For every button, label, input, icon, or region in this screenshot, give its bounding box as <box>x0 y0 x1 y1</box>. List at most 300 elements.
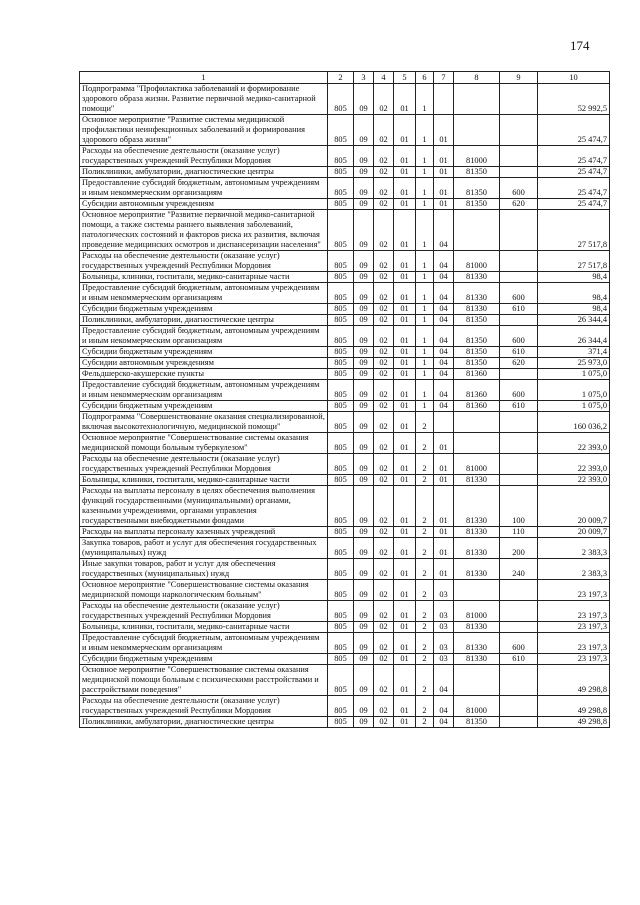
activity-code: 04 <box>434 665 454 696</box>
table-row <box>80 622 610 633</box>
admin-code: 805 <box>328 454 354 475</box>
activity-code: 04 <box>434 401 454 412</box>
target-article-code: 81350 <box>454 315 500 326</box>
section-code: 09 <box>354 527 374 538</box>
program-code: 01 <box>394 665 416 696</box>
row-description: Поликлиники, амбулатории, диагностические центры <box>80 167 328 178</box>
program-code: 01 <box>394 251 416 272</box>
subprogram-code: 2 <box>416 486 434 527</box>
table-row <box>80 475 610 486</box>
program-code: 01 <box>394 654 416 665</box>
subprogram-code: 1 <box>416 304 434 315</box>
row-description: Больницы, клиники, госпитали, медико-санитарные части <box>80 622 328 633</box>
amount: 22 393,0 <box>538 433 610 454</box>
activity-code: 03 <box>434 654 454 665</box>
amount: 98,4 <box>538 283 610 304</box>
activity-code: 01 <box>434 527 454 538</box>
subprogram-code: 1 <box>416 347 434 358</box>
admin-code: 805 <box>328 486 354 527</box>
program-code: 01 <box>394 272 416 283</box>
table-row <box>80 601 610 622</box>
table-row <box>80 412 610 433</box>
admin-code: 805 <box>328 717 354 728</box>
admin-code: 805 <box>328 538 354 559</box>
table-row <box>80 454 610 475</box>
program-code: 01 <box>394 633 416 654</box>
subprogram-code: 1 <box>416 146 434 167</box>
target-article-code: 81330 <box>454 559 500 580</box>
activity-code: 01 <box>434 475 454 486</box>
row-description: Расходы на выплаты персоналу в целях обеспечения выполнения функций государственными (муниципальными) органами, казенными учреждениями, органами управления государственными внебюджетными фондами <box>80 486 328 527</box>
subsection-code: 02 <box>374 251 394 272</box>
row-description: Подпрограмма "Профилактика заболеваний и формирование здорового образа жизни. Развитие первичной медико-санитарной помощи" <box>80 84 328 115</box>
amount: 23 197,3 <box>538 601 610 622</box>
activity-code: 01 <box>434 146 454 167</box>
activity-code: 04 <box>434 210 454 251</box>
section-code: 09 <box>354 654 374 665</box>
program-code: 01 <box>394 433 416 454</box>
amount: 25 474,7 <box>538 199 610 210</box>
section-code: 09 <box>354 315 374 326</box>
table-row <box>80 315 610 326</box>
amount: 22 393,0 <box>538 475 610 486</box>
row-description: Расходы на обеспечение деятельности (оказание услуг) государственных учреждений Республики Мордовия <box>80 146 328 167</box>
amount: 371,4 <box>538 347 610 358</box>
section-code: 09 <box>354 272 374 283</box>
amount: 49 298,8 <box>538 696 610 717</box>
activity-code: 01 <box>434 433 454 454</box>
subsection-code: 02 <box>374 475 394 486</box>
table-row <box>80 347 610 358</box>
admin-code: 805 <box>328 84 354 115</box>
table-row <box>80 538 610 559</box>
amount: 23 197,3 <box>538 580 610 601</box>
target-article-code: 81350 <box>454 358 500 369</box>
expense-type-code: 600 <box>500 326 538 347</box>
program-code: 01 <box>394 358 416 369</box>
admin-code: 805 <box>328 304 354 315</box>
target-article-code <box>454 433 500 454</box>
admin-code: 805 <box>328 115 354 146</box>
program-code: 01 <box>394 369 416 380</box>
activity-code: 03 <box>434 601 454 622</box>
subsection-code: 02 <box>374 454 394 475</box>
section-code: 09 <box>354 283 374 304</box>
column-header: 4 <box>374 72 394 84</box>
expense-type-code: 600 <box>500 633 538 654</box>
expense-type-code <box>500 717 538 728</box>
target-article-code: 81000 <box>454 454 500 475</box>
activity-code: 04 <box>434 315 454 326</box>
target-article-code: 81330 <box>454 538 500 559</box>
section-code: 09 <box>354 326 374 347</box>
subprogram-code: 1 <box>416 380 434 401</box>
subprogram-code: 1 <box>416 283 434 304</box>
subsection-code: 02 <box>374 199 394 210</box>
activity-code: 04 <box>434 347 454 358</box>
subsection-code: 02 <box>374 358 394 369</box>
expense-type-code <box>500 167 538 178</box>
amount: 26 344,4 <box>538 326 610 347</box>
row-description: Расходы на обеспечение деятельности (оказание услуг) государственных учреждений Республики Мордовия <box>80 454 328 475</box>
subsection-code: 02 <box>374 412 394 433</box>
subprogram-code: 2 <box>416 454 434 475</box>
target-article-code: 81350 <box>454 326 500 347</box>
section-code: 09 <box>354 580 374 601</box>
subsection-code: 02 <box>374 178 394 199</box>
row-description: Закупка товаров, работ и услуг для обеспечения государственных (муниципальных) нужд <box>80 538 328 559</box>
subprogram-code: 1 <box>416 178 434 199</box>
subprogram-code: 2 <box>416 475 434 486</box>
subsection-code: 02 <box>374 146 394 167</box>
subsection-code: 02 <box>374 272 394 283</box>
target-article-code: 81000 <box>454 146 500 167</box>
target-article-code: 81330 <box>454 654 500 665</box>
subsection-code: 02 <box>374 654 394 665</box>
activity-code: 04 <box>434 251 454 272</box>
admin-code: 805 <box>328 272 354 283</box>
subsection-code: 02 <box>374 283 394 304</box>
subsection-code: 02 <box>374 380 394 401</box>
program-code: 01 <box>394 559 416 580</box>
admin-code: 805 <box>328 358 354 369</box>
subprogram-code: 2 <box>416 654 434 665</box>
section-code: 09 <box>354 210 374 251</box>
table-row <box>80 283 610 304</box>
subprogram-code: 1 <box>416 401 434 412</box>
table-row <box>80 326 610 347</box>
target-article-code: 81350 <box>454 167 500 178</box>
activity-code: 04 <box>434 358 454 369</box>
program-code: 01 <box>394 84 416 115</box>
subprogram-code: 2 <box>416 665 434 696</box>
section-code: 09 <box>354 433 374 454</box>
target-article-code: 81000 <box>454 696 500 717</box>
admin-code: 805 <box>328 580 354 601</box>
activity-code: 04 <box>434 283 454 304</box>
subsection-code: 02 <box>374 369 394 380</box>
target-article-code: 81330 <box>454 486 500 527</box>
target-article-code <box>454 665 500 696</box>
program-code: 01 <box>394 304 416 315</box>
subsection-code: 02 <box>374 210 394 251</box>
expense-type-code: 610 <box>500 347 538 358</box>
amount: 98,4 <box>538 272 610 283</box>
expense-type-code: 610 <box>500 401 538 412</box>
program-code: 01 <box>394 454 416 475</box>
program-code: 01 <box>394 601 416 622</box>
section-code: 09 <box>354 178 374 199</box>
expense-type-code: 600 <box>500 283 538 304</box>
program-code: 01 <box>394 167 416 178</box>
section-code: 09 <box>354 401 374 412</box>
table-row <box>80 167 610 178</box>
program-code: 01 <box>394 717 416 728</box>
table-row <box>80 115 610 146</box>
expense-type-code <box>500 475 538 486</box>
target-article-code: 81330 <box>454 622 500 633</box>
expense-type-code <box>500 115 538 146</box>
amount: 27 517,8 <box>538 210 610 251</box>
activity-code <box>434 412 454 433</box>
program-code: 01 <box>394 347 416 358</box>
amount: 98,4 <box>538 304 610 315</box>
table-row <box>80 210 610 251</box>
admin-code: 805 <box>328 475 354 486</box>
program-code: 01 <box>394 199 416 210</box>
expense-type-code: 620 <box>500 358 538 369</box>
table-row <box>80 358 610 369</box>
expense-type-code <box>500 696 538 717</box>
table-row <box>80 369 610 380</box>
subprogram-code: 1 <box>416 210 434 251</box>
subprogram-code: 2 <box>416 527 434 538</box>
table-row <box>80 146 610 167</box>
expense-type-code <box>500 210 538 251</box>
program-code: 01 <box>394 412 416 433</box>
target-article-code: 81350 <box>454 347 500 358</box>
section-code: 09 <box>354 304 374 315</box>
target-article-code: 81350 <box>454 178 500 199</box>
program-code: 01 <box>394 380 416 401</box>
table-row <box>80 272 610 283</box>
amount: 1 075,0 <box>538 401 610 412</box>
table-row <box>80 178 610 199</box>
subsection-code: 02 <box>374 696 394 717</box>
section-code: 09 <box>354 601 374 622</box>
expense-type-code: 600 <box>500 380 538 401</box>
row-description: Расходы на обеспечение деятельности (оказание услуг) государственных учреждений Республики Мордовия <box>80 601 328 622</box>
program-code: 01 <box>394 401 416 412</box>
subprogram-code: 2 <box>416 622 434 633</box>
subprogram-code: 2 <box>416 601 434 622</box>
amount: 26 344,4 <box>538 315 610 326</box>
section-code: 09 <box>354 380 374 401</box>
subsection-code: 02 <box>374 665 394 696</box>
program-code: 01 <box>394 475 416 486</box>
admin-code: 805 <box>328 401 354 412</box>
row-description: Субсидии автономным учреждениям <box>80 199 328 210</box>
activity-code: 01 <box>434 486 454 527</box>
subsection-code: 02 <box>374 527 394 538</box>
amount: 20 009,7 <box>538 527 610 538</box>
row-description: Расходы на обеспечение деятельности (оказание услуг) государственных учреждений Республики Мордовия <box>80 696 328 717</box>
target-article-code: 81360 <box>454 401 500 412</box>
activity-code: 04 <box>434 696 454 717</box>
expense-type-code: 620 <box>500 199 538 210</box>
target-article-code: 81360 <box>454 380 500 401</box>
subsection-code: 02 <box>374 433 394 454</box>
row-description: Основное мероприятие "Совершенствование системы оказания медицинской помощи больным туберкулезом" <box>80 433 328 454</box>
admin-code: 805 <box>328 369 354 380</box>
section-code: 09 <box>354 146 374 167</box>
program-code: 01 <box>394 538 416 559</box>
program-code: 01 <box>394 315 416 326</box>
amount: 49 298,8 <box>538 665 610 696</box>
amount: 23 197,3 <box>538 654 610 665</box>
row-description: Больницы, клиники, госпитали, медико-санитарные части <box>80 475 328 486</box>
expense-type-code <box>500 601 538 622</box>
admin-code: 805 <box>328 347 354 358</box>
program-code: 01 <box>394 115 416 146</box>
subprogram-code: 2 <box>416 696 434 717</box>
section-code: 09 <box>354 454 374 475</box>
admin-code: 805 <box>328 601 354 622</box>
section-code: 09 <box>354 199 374 210</box>
admin-code: 805 <box>328 633 354 654</box>
subsection-code: 02 <box>374 326 394 347</box>
amount: 25 474,7 <box>538 167 610 178</box>
subprogram-code: 2 <box>416 538 434 559</box>
activity-code: 03 <box>434 633 454 654</box>
admin-code: 805 <box>328 665 354 696</box>
target-article-code <box>454 580 500 601</box>
program-code: 01 <box>394 178 416 199</box>
expense-type-code: 110 <box>500 527 538 538</box>
table-row <box>80 696 610 717</box>
section-code: 09 <box>354 347 374 358</box>
admin-code: 805 <box>328 210 354 251</box>
admin-code: 805 <box>328 251 354 272</box>
subsection-code: 02 <box>374 601 394 622</box>
target-article-code: 81330 <box>454 633 500 654</box>
target-article-code: 81330 <box>454 304 500 315</box>
section-code: 09 <box>354 84 374 115</box>
row-description: Подпрограмма "Совершенствование оказания специализированной, включая высокотехнологичную, медицинской помощи" <box>80 412 328 433</box>
admin-code: 805 <box>328 380 354 401</box>
table-row <box>80 380 610 401</box>
section-code: 09 <box>354 475 374 486</box>
admin-code: 805 <box>328 199 354 210</box>
row-description: Больницы, клиники, госпитали, медико-санитарные части <box>80 272 328 283</box>
section-code: 09 <box>354 251 374 272</box>
amount: 25 474,7 <box>538 178 610 199</box>
expense-type-code <box>500 251 538 272</box>
subprogram-code: 2 <box>416 433 434 454</box>
admin-code: 805 <box>328 696 354 717</box>
row-description: Поликлиники, амбулатории, диагностические центры <box>80 315 328 326</box>
activity-code: 01 <box>434 559 454 580</box>
expense-type-code <box>500 369 538 380</box>
admin-code: 805 <box>328 559 354 580</box>
activity-code: 04 <box>434 380 454 401</box>
section-code: 09 <box>354 358 374 369</box>
activity-code: 03 <box>434 622 454 633</box>
section-code: 09 <box>354 369 374 380</box>
table-row <box>80 559 610 580</box>
subprogram-code: 1 <box>416 272 434 283</box>
amount: 23 197,3 <box>538 633 610 654</box>
activity-code: 01 <box>434 167 454 178</box>
row-description: Фельдшерско-акушерские пункты <box>80 369 328 380</box>
target-article-code: 81330 <box>454 475 500 486</box>
table-row <box>80 580 610 601</box>
program-code: 01 <box>394 146 416 167</box>
amount: 23 197,3 <box>538 622 610 633</box>
subsection-code: 02 <box>374 401 394 412</box>
target-article-code: 81000 <box>454 601 500 622</box>
subsection-code: 02 <box>374 622 394 633</box>
target-article-code <box>454 210 500 251</box>
target-article-code: 81330 <box>454 283 500 304</box>
column-header: 8 <box>454 72 500 84</box>
subprogram-code: 1 <box>416 251 434 272</box>
section-code: 09 <box>354 622 374 633</box>
subprogram-code: 1 <box>416 199 434 210</box>
admin-code: 805 <box>328 315 354 326</box>
amount: 20 009,7 <box>538 486 610 527</box>
row-description: Поликлиники, амбулатории, диагностические центры <box>80 717 328 728</box>
subprogram-code: 2 <box>416 412 434 433</box>
amount: 27 517,8 <box>538 251 610 272</box>
table-row <box>80 199 610 210</box>
program-code: 01 <box>394 527 416 538</box>
table-row <box>80 433 610 454</box>
target-article-code <box>454 115 500 146</box>
header-row <box>80 72 610 84</box>
row-description: Субсидии бюджетным учреждениям <box>80 654 328 665</box>
subprogram-code: 1 <box>416 315 434 326</box>
row-description: Иные закупки товаров, работ и услуг для обеспечения государственных (муниципальных) нужд <box>80 559 328 580</box>
row-description: Субсидии бюджетным учреждениям <box>80 347 328 358</box>
section-code: 09 <box>354 665 374 696</box>
section-code: 09 <box>354 412 374 433</box>
row-description: Предоставление субсидий бюджетным, автономным учреждениям и иным некоммерческим организациям <box>80 633 328 654</box>
subprogram-code: 2 <box>416 633 434 654</box>
amount: 160 036,2 <box>538 412 610 433</box>
amount: 25 474,7 <box>538 115 610 146</box>
subsection-code: 02 <box>374 633 394 654</box>
activity-code: 04 <box>434 326 454 347</box>
program-code: 01 <box>394 622 416 633</box>
row-description: Субсидии автономным учреждениям <box>80 358 328 369</box>
row-description: Основное мероприятие "Совершенствование системы оказания медицинской помощи больным с психическими расстройствами и расстройствами поведения" <box>80 665 328 696</box>
activity-code: 01 <box>434 178 454 199</box>
column-header: 1 <box>80 72 328 84</box>
section-code: 09 <box>354 633 374 654</box>
admin-code: 805 <box>328 433 354 454</box>
expense-type-code <box>500 454 538 475</box>
subsection-code: 02 <box>374 580 394 601</box>
page-number: 174 <box>570 38 590 53</box>
amount: 49 298,8 <box>538 717 610 728</box>
subsection-code: 02 <box>374 315 394 326</box>
table-row <box>80 717 610 728</box>
expense-type-code: 100 <box>500 486 538 527</box>
target-article-code: 81330 <box>454 272 500 283</box>
subsection-code: 02 <box>374 347 394 358</box>
column-header: 2 <box>328 72 354 84</box>
table-body <box>80 84 610 728</box>
activity-code: 01 <box>434 115 454 146</box>
expense-type-code: 600 <box>500 178 538 199</box>
expense-type-code <box>500 272 538 283</box>
amount: 52 992,5 <box>538 84 610 115</box>
row-description: Расходы на обеспечение деятельности (оказание услуг) государственных учреждений Республики Мордовия <box>80 251 328 272</box>
admin-code: 805 <box>328 178 354 199</box>
row-description: Предоставление субсидий бюджетным, автономным учреждениям и иным некоммерческим организациям <box>80 283 328 304</box>
target-article-code <box>454 84 500 115</box>
amount: 25 474,7 <box>538 146 610 167</box>
column-header: 5 <box>394 72 416 84</box>
program-code: 01 <box>394 210 416 251</box>
row-description: Расходы на выплаты персоналу казенных учреждений <box>80 527 328 538</box>
row-description: Предоставление субсидий бюджетным, автономным учреждениям и иным некоммерческим организациям <box>80 178 328 199</box>
table-row <box>80 401 610 412</box>
subprogram-code: 1 <box>416 84 434 115</box>
program-code: 01 <box>394 326 416 347</box>
row-description: Основное мероприятие "Развитие первичной медико-санитарной помощи, а также системы раннего выявления заболеваний, патологических состояний и факторов риска их развития, включая проведение медицинских осмотров и диспансеризации населения" <box>80 210 328 251</box>
